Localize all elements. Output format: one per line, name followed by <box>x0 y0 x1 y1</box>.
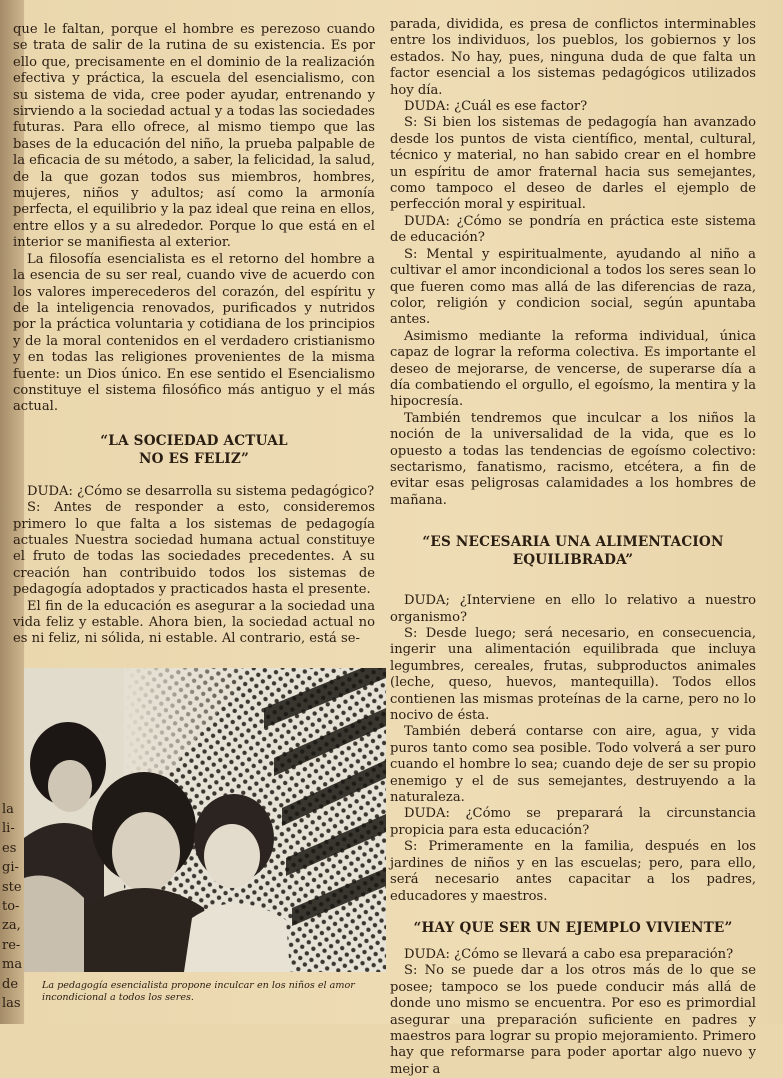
gutter-word: za, <box>2 918 21 934</box>
right-column <box>390 17 756 1078</box>
left-column <box>13 22 375 648</box>
gutter-word: re- <box>2 937 21 953</box>
paragraph: También tendremos que inculcar a los niños la noción de la universalidad de la vida, que es lo opuesto a todas las tendencias de egoísmo colectivo: sectarismo, fanatismo, racismo, etcétera, a fin de evitar esas peligrosas calamidades a los hombres de mañana. <box>390 410 756 508</box>
heading-line: EQUILIBRADA” <box>512 552 634 569</box>
section-heading-ejemplo: “HAY QUE SER UN EJEMPLO VIVIENTE” <box>413 919 733 936</box>
photo-caption: La pedagogía esencialista propone inculcar en los niños el amor incondicional a todos los seres. <box>42 980 355 1003</box>
gutter-word-fragments <box>2 800 26 1013</box>
gutter-word: las <box>2 996 21 1012</box>
paragraph: DUDA: ¿Cómo se preparará la circunstancia propicia para esta educación? <box>390 806 756 838</box>
gutter-word: es <box>2 840 17 856</box>
paragraph: S: Antes de responder a esto, consideremos primero lo que falta a los sistemas de pedagogía actuales Nuestra sociedad humana actual constituye el fruto de todas las sociedades precedentes. A su creación han contribuido todos los sistemas de pedagogía adoptados y practicados hasta el presente. <box>13 500 375 598</box>
heading-line: “ES NECESARIA UNA ALIMENTACION <box>422 534 724 551</box>
paragraph: DUDA: ¿Cómo se llevará a cabo esa preparación? <box>404 946 734 962</box>
paragraph: S: Primeramente en la familia, después en los jardines de niños y en las escuelas; pero, para ello, será necesario antes capacitar a los padres, educadores y maestros. <box>390 839 756 904</box>
heading-line: NO ES FELIZ” <box>139 450 249 467</box>
paragraph: DUDA: ¿Cuál es ese factor? <box>404 99 588 115</box>
paragraph: DUDA; ¿Interviene en ello lo relativo a nuestro organismo? <box>390 593 756 625</box>
paragraph: La filosofía esencialista es el retorno del hombre a la esencia de su ser real, cuando vive de acuerdo con los valores imperecederos del corazón, del espíritu y de la inteligencia renovados, purificados y nutridos por la práctica voluntaria y cotidiana de los principios y de la moral contenidos en el verdadero cristianismo y en todas las religiones provenientes de la misma fuente: un Dios único. En ese sentido el Esencialismo constituye el sistema filosófico más antiguo y el más actual. <box>13 251 375 415</box>
gutter-word: ste <box>2 879 22 895</box>
paragraph: Asimismo mediante la reforma individual, única capaz de lograr la reforma colectiva. Es importante el deseo de mejorarse, de vencerse, de superarse día a día combatiendo el orgullo, el egoísmo, la mentira y la hipocresía. <box>390 328 756 410</box>
gutter-word: gi- <box>2 860 19 876</box>
paragraph: parada, dividida, es presa de conflictos interminables entre los individuos, los pueblos, los gobiernos y los estados. No hay, pues, ninguna duda de que falta un factor esencial a los sistemas pedagógicos utilizados hoy día. <box>390 17 756 98</box>
paragraph: También deberá contarse con aire, agua, y vida puros tanto como sea posible. Todo volverá a ser puro cuando el hombre lo sea; cuando deje de ser su propio enemigo y el de sus semejantes, destruyendo a la naturaleza. <box>390 724 756 806</box>
paragraph: S: Mental y espiritualmente, ayudando al niño a cultivar el amor incondicional a todos los seres sean lo que fueren como mas allá de las diferencias de raza, color, religión y condicion social, según apuntaba antes. <box>390 246 756 328</box>
family-photo <box>24 668 386 972</box>
gutter-word: to- <box>2 899 20 915</box>
gutter-word: la <box>2 802 14 817</box>
paragraph: S: Desde luego; será necesario, en consecuencia, ingerir una alimentación equilibrada que incluya legumbres, cereales, frutas, subproductos animales (leche, queso, huevos, mantequilla). Todos ellos contienen las mismas proteínas de la carne, pero no lo nocivo de ésta. <box>390 626 756 724</box>
gutter-word: de <box>2 976 19 992</box>
gutter-word: ma <box>2 957 23 973</box>
section-heading-alimentacion <box>390 533 756 569</box>
paragraph: El fin de la educación es asegurar a la sociedad una vida feliz y estable. Ahora bien, la sociedad actual no es ni feliz, ni sólida, ni estable. Al contrario, está se- <box>13 598 375 647</box>
family-photo-illustration <box>24 668 386 972</box>
paragraph: S: Si bien los sistemas de pedagogía han avanzado desde los puntos de vista científico, mental, cultural, técnico y material, no han sabido crear en el hombre un espíritu de amor fraternal hacia sus semejantes, como tampoco el deseo de darles el ejemplo de perfección moral y espiritual. <box>390 115 756 213</box>
paragraph: S: No se puede dar a los otros más de lo que se posee; tampoco se los puede conducir más allá de donde uno mismo se encuentra. Por eso es primordial asegurar una preparación suficiente en padres y maestros para lograr su propio mejoramiento. Primero hay que reformarse para poder aportar algo nuevo y mejor a <box>390 963 756 1077</box>
paragraph: que le faltan, porque el hombre es perezoso cuando se trata de salir de la rutina de su existencia. Es por ello que, precisamente en el dominio de la realización efectiva y práctica, la escuela del esencialismo, con su sistema de vida, cree poder ayudar, entrenando y sirviendo a la sociedad actual y a todas las sociedades futuras. Para ello ofrece, al mismo tiempo que las bases de la educación del niño, la prueba palpable de la eficacia de su método, a saber, la felicidad, la salud, de la que gozan todos sus miembros, hombres, mujeres, niños y adultos; así como la armonía perfecta, el equilibrio y la paz ideal que reina en ellos, entre ellos y a su alrededor. Porque lo que está en el interior se manifiesta al exterior. <box>13 22 375 251</box>
gutter-word: li- <box>2 821 15 837</box>
heading-line: “LA SOCIEDAD ACTUAL <box>100 432 288 449</box>
paragraph: DUDA: ¿Cómo se pondría en práctica este sistema de educación? <box>390 213 756 246</box>
paragraph: DUDA: ¿Cómo se desarrolla su sistema pedagógico? <box>27 483 375 499</box>
section-heading-sociedad <box>13 432 375 468</box>
